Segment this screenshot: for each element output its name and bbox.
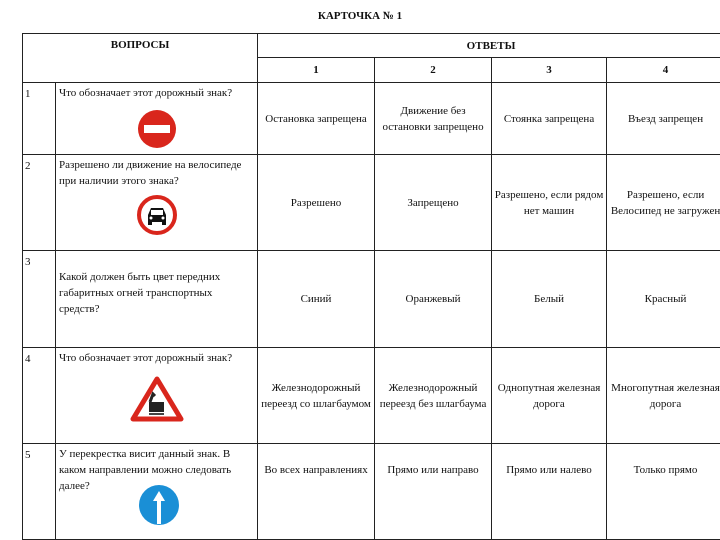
row-number: 4 xyxy=(23,348,56,444)
answer-cell: Разрешено xyxy=(258,155,375,251)
row-number: 5 xyxy=(23,444,56,540)
answer-cell: Движение без остановки запрещено xyxy=(375,83,492,155)
answer-cell: Запрещено xyxy=(375,155,492,251)
answer-cell: Железнодорожный переезд без шлагбаума xyxy=(375,348,492,444)
answer-cell: Стоянка запрещена xyxy=(492,83,607,155)
question-text: Разрешено ли движение на велосипеде при наличии этого знака? xyxy=(59,159,242,187)
answer-cell: Остановка запрещена xyxy=(258,83,375,155)
answer-cell: Разрешено, если Велосипед не загружен xyxy=(607,155,720,251)
answer-cell: Разрешено, если рядом нет машин xyxy=(492,155,607,251)
answer-cell: Белый xyxy=(492,251,607,348)
answer-number: 1 xyxy=(258,58,375,83)
table-row xyxy=(23,444,720,540)
answer-cell: Однопутная железная дорога xyxy=(492,348,607,444)
question-cell xyxy=(56,155,258,251)
railway-crossing-sign-icon xyxy=(130,376,184,422)
straight-only-sign-icon xyxy=(138,484,180,526)
answer-cell: Синий xyxy=(258,251,375,348)
question-cell xyxy=(56,83,258,155)
row-number: 2 xyxy=(23,155,56,251)
question-cell xyxy=(56,348,258,444)
table-row xyxy=(23,348,720,444)
no-entry-sign-icon xyxy=(137,109,177,149)
question-cell xyxy=(56,444,258,540)
questions-header: ВОПРОСЫ xyxy=(23,34,258,83)
answer-number: 2 xyxy=(375,58,492,83)
table-row xyxy=(23,83,720,155)
answers-header: ОТВЕТЫ xyxy=(258,34,720,58)
answer-cell: Прямо или налево xyxy=(492,444,607,540)
answer-cell: Во всех направлениях xyxy=(258,444,375,540)
question-text: Что обозначает этот дорожный знак? xyxy=(59,352,233,364)
answer-cell: Только прямо xyxy=(607,444,720,540)
row-number: 1 xyxy=(23,83,56,155)
answer-cell: Оранжевый xyxy=(375,251,492,348)
no-motor-vehicles-sign-icon xyxy=(137,195,177,235)
answer-cell: Красный xyxy=(607,251,720,348)
quiz-table xyxy=(22,33,720,540)
answer-cell: Железнодорожный переезд со шлагбаумом xyxy=(258,348,375,444)
answer-number: 3 xyxy=(492,58,607,83)
answer-cell: Въезд запрещен xyxy=(607,83,720,155)
question-cell xyxy=(56,251,258,348)
question-text: Какой должен быть цвет передних габаритных огней транспортных средств? xyxy=(59,271,221,315)
table-row xyxy=(23,251,720,348)
question-text: Что обозначает этот дорожный знак? xyxy=(59,87,233,99)
row-number: 3 xyxy=(23,251,56,348)
question-text: У перекрестка висит данный знак. В каком направлении можно следовать далее? xyxy=(59,448,232,492)
answer-cell: Многопутная железная дорога xyxy=(607,348,720,444)
answer-cell: Прямо или направо xyxy=(375,444,492,540)
table-row xyxy=(23,155,720,251)
answer-number: 4 xyxy=(607,58,720,83)
card-title: КАРТОЧКА № 1 xyxy=(317,10,403,22)
